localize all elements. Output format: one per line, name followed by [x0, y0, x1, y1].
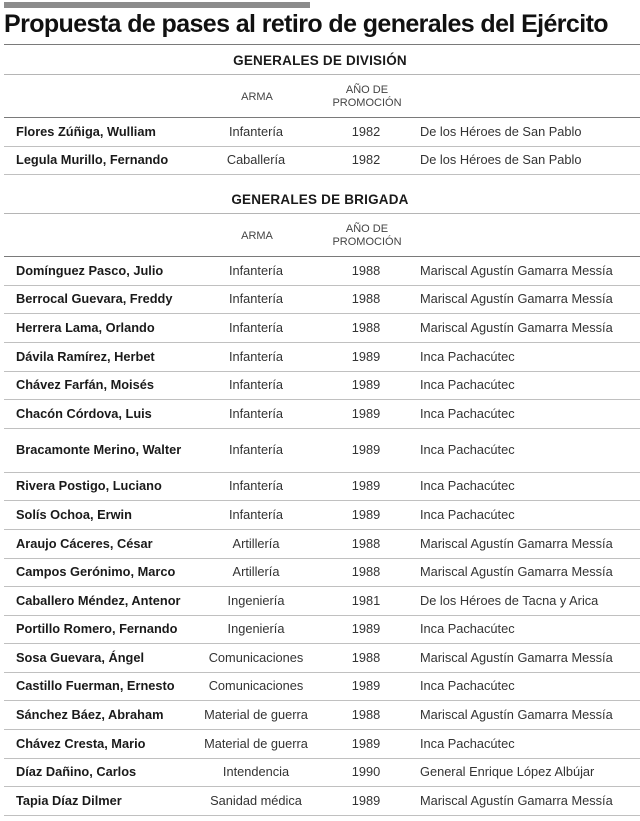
cell-anio-promocion: 1989 — [351, 735, 381, 751]
cell-promocion: Inca Pachacútec — [420, 621, 515, 636]
cell-arma: Material de guerra — [204, 706, 308, 722]
table-row — [4, 729, 640, 759]
cell-promocion: Mariscal Agustín Gamarra Messía — [420, 564, 613, 579]
cell-anio-promocion: 1988 — [351, 291, 381, 306]
table-row — [4, 529, 640, 559]
cell-anio-promocion: 1981 — [351, 592, 381, 608]
cell-arma: Sanidad médica — [210, 792, 302, 808]
cell-arma: Material de guerra — [204, 735, 308, 751]
cell-arma: Caballería — [226, 152, 286, 167]
cell-anio-promocion: 1988 — [351, 262, 381, 278]
cell-arma: Infantería — [228, 123, 284, 139]
cell-promocion: De los Héroes de Tacna y Arica — [420, 592, 599, 608]
cell-anio-promocion: 1988 — [351, 649, 381, 665]
table-row — [4, 371, 640, 400]
cell-arma: Ingeniería — [227, 621, 285, 636]
cell-promocion: Mariscal Agustín Gamarra Messía — [420, 319, 613, 335]
column-header-anio — [312, 223, 422, 249]
cell-arma: Comunicaciones — [208, 678, 304, 693]
table-row — [4, 472, 640, 501]
cell-name: Díaz Dañino, Carlos — [16, 764, 137, 779]
cell-anio-promocion: 1990 — [351, 764, 381, 779]
cell-name: Flores Zúñiga, Wulliam — [16, 123, 156, 139]
cell-arma: Infantería — [228, 291, 284, 306]
table-row — [4, 256, 640, 286]
cell-name: Chávez Cresta, Mario — [16, 735, 146, 751]
cell-name: Berrocal Guevara, Freddy — [16, 291, 173, 306]
cell-name: Castillo Fuerman, Ernesto — [16, 678, 175, 693]
table-row — [4, 146, 640, 175]
column-header-anio-line2: PROMOCIÓN — [332, 97, 402, 109]
cell-name: Solís Ochoa, Erwin — [16, 506, 132, 522]
table-row — [4, 500, 640, 530]
cell-name: Herrera Lama, Orlando — [16, 319, 155, 335]
cell-name: Domínguez Pasco, Julio — [16, 262, 164, 278]
cell-name: Dávila Ramírez, Herbet — [16, 348, 155, 364]
cell-promocion: Inca Pachacútec — [420, 442, 515, 457]
cell-arma: Comunicaciones — [208, 649, 304, 665]
section-title-division: GENERALES DE DIVISIÓN — [233, 53, 407, 68]
table-row — [4, 586, 640, 616]
cell-name: Sosa Guevara, Ángel — [16, 649, 145, 665]
cell-promocion: Inca Pachacútec — [420, 678, 515, 693]
cell-anio-promocion: 1989 — [351, 621, 381, 636]
cell-anio-promocion: 1988 — [351, 564, 381, 579]
cell-name: Tapia Díaz Dilmer — [16, 792, 122, 808]
cell-promocion: Mariscal Agustín Gamarra Messía — [420, 706, 613, 722]
table-row — [4, 786, 640, 816]
cell-promocion: Mariscal Agustín Gamarra Messía — [420, 792, 613, 808]
table-row — [4, 313, 640, 343]
table-row — [4, 285, 640, 314]
cell-arma: Infantería — [228, 442, 284, 457]
cell-arma: Infantería — [228, 348, 284, 364]
cell-arma: Infantería — [228, 377, 284, 392]
table-row — [4, 399, 640, 429]
cell-arma: Artillería — [232, 535, 280, 551]
table-row — [4, 643, 640, 673]
table-row — [4, 342, 640, 372]
column-header-anio-line2: PROMOCIÓN — [332, 236, 402, 248]
cell-promocion: Inca Pachacútec — [420, 377, 515, 392]
cell-name: Caballero Méndez, Antenor — [16, 592, 181, 608]
cell-anio-promocion: 1988 — [351, 319, 381, 335]
page-title: Propuesta de pases al retiro de generales del Ejército — [4, 10, 608, 38]
cell-promocion: Inca Pachacútec — [420, 405, 515, 421]
cell-promocion: Mariscal Agustín Gamarra Messía — [420, 262, 613, 278]
cell-arma: Infantería — [228, 506, 284, 522]
table-row — [4, 672, 640, 701]
cell-promocion: Inca Pachacútec — [420, 735, 515, 751]
cell-arma: Infantería — [228, 478, 284, 493]
cell-arma: Ingeniería — [227, 592, 285, 608]
section-divider — [4, 74, 640, 75]
table-row — [4, 758, 640, 787]
cell-promocion: De los Héroes de San Pablo — [420, 123, 582, 139]
table-row — [4, 558, 640, 587]
column-header-anio-line1: AÑO DE — [345, 223, 389, 235]
cell-promocion: Mariscal Agustín Gamarra Messía — [420, 649, 613, 665]
cell-anio-promocion: 1988 — [351, 535, 381, 551]
column-header-arma: ARMA — [241, 230, 273, 242]
section-title-brigada: GENERALES DE BRIGADA — [231, 192, 409, 207]
cell-anio-promocion: 1989 — [351, 478, 381, 493]
cell-name: Chávez Farfán, Moisés — [16, 377, 154, 392]
cell-arma: Intendencia — [222, 764, 290, 779]
cell-anio-promocion: 1982 — [351, 123, 381, 139]
column-header-arma: ARMA — [241, 91, 273, 103]
column-header-anio — [312, 84, 422, 110]
cell-name: Sánchez Báez, Abraham — [16, 706, 164, 722]
table-row — [4, 700, 640, 730]
cell-anio-promocion: 1982 — [351, 152, 381, 167]
cell-name: Araujo Cáceres, César — [16, 535, 153, 551]
cell-promocion: Inca Pachacútec — [420, 506, 515, 522]
column-header-anio-line1: AÑO DE — [345, 84, 389, 96]
title-divider — [4, 44, 640, 45]
cell-anio-promocion: 1989 — [351, 377, 381, 392]
cell-anio-promocion: 1989 — [351, 348, 381, 364]
cell-name: Bracamonte Merino, Walter — [16, 442, 182, 457]
cell-name: Campos Gerónimo, Marco — [16, 564, 176, 579]
cell-promocion: Inca Pachacútec — [420, 348, 515, 364]
cell-promocion: Mariscal Agustín Gamarra Messía — [420, 535, 613, 551]
cell-arma: Infantería — [228, 405, 284, 421]
cell-arma: Artillería — [232, 564, 280, 579]
cell-promocion: De los Héroes de San Pablo — [420, 152, 582, 167]
cell-arma: Infantería — [228, 262, 284, 278]
cell-arma: Infantería — [228, 319, 284, 335]
cell-name: Rivera Postigo, Luciano — [16, 478, 162, 493]
cell-anio-promocion: 1989 — [351, 678, 381, 693]
cell-anio-promocion: 1989 — [351, 442, 381, 457]
table-row — [4, 428, 640, 473]
cell-name: Legula Murillo, Fernando — [16, 152, 169, 167]
cell-anio-promocion: 1989 — [351, 506, 381, 522]
cell-promocion: Inca Pachacútec — [420, 478, 515, 493]
cell-anio-promocion: 1989 — [351, 405, 381, 421]
cell-anio-promocion: 1988 — [351, 706, 381, 722]
cell-promocion: Mariscal Agustín Gamarra Messía — [420, 291, 613, 306]
cell-promocion: General Enrique López Albújar — [420, 764, 595, 779]
table-row — [4, 615, 640, 644]
cell-name: Chacón Córdova, Luis — [16, 405, 152, 421]
table-row — [4, 117, 640, 147]
cell-name: Portillo Romero, Fernando — [16, 621, 178, 636]
cell-anio-promocion: 1989 — [351, 792, 381, 808]
section-divider — [4, 213, 640, 214]
